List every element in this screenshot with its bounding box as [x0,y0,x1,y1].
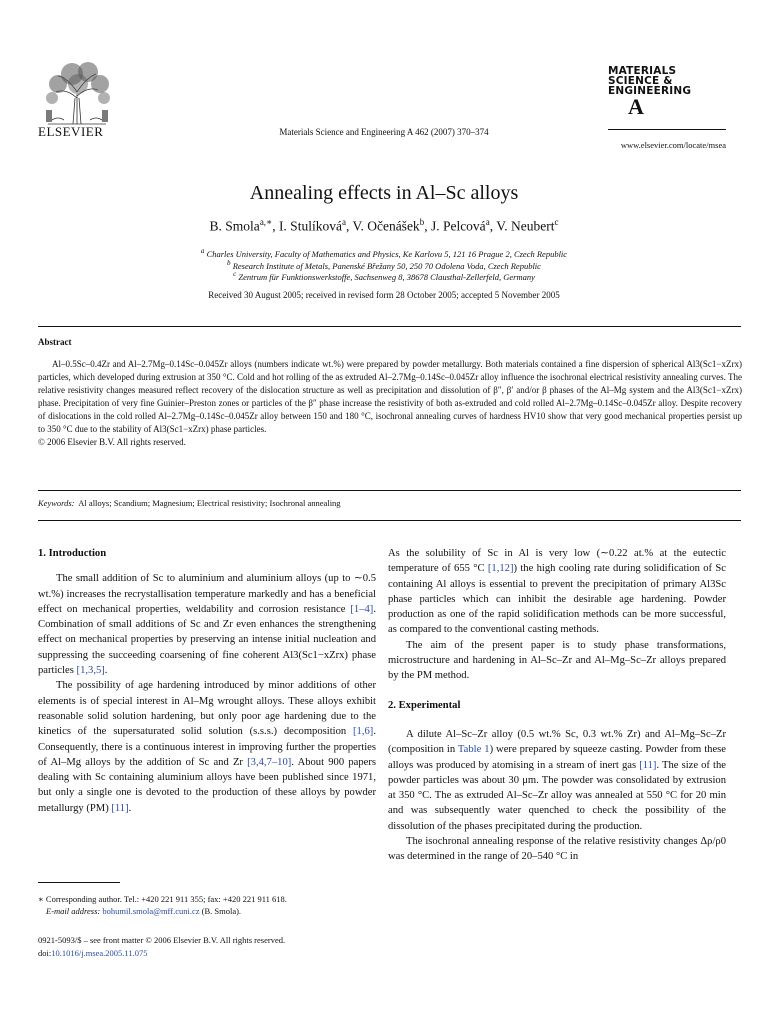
received-dates: Received 30 August 2005; received in revised form 28 October 2005; accepted 5 November 2005 [208,290,560,300]
journal-logo-line: SCIENCE & [608,75,673,87]
author-list [0,217,768,235]
paragraph-text: . Combination of small additions of Sc and Zr even enhances the strengthening effect on mechanical properties by preserving an intense initial nucleation and suppressing the succeeding coarsening of fine coherent Al3(Sc1−xZrx) phase particles [38,603,376,677]
abstract-copyright: © 2006 Elsevier B.V. All rights reserved. [38,437,186,447]
journal-logo-line: ENGINEERING [608,85,692,97]
article-title: Annealing effects in Al–Sc alloys [249,182,519,204]
author-separator: , [272,218,279,234]
front-matter [38,934,285,959]
author-affiliation-mark: a,∗ [259,217,273,227]
keywords-list: Al alloys; Scandium; Magnesium; Electrical resistivity; Isochronal annealing [78,498,341,508]
paragraph-text: . Consequently, there is a continuous interest in improving further the properties of Al–Mg alloys by the addition of Sc and Zr [38,726,376,768]
author-name: V. Neubert [496,218,555,234]
paragraph-text: As the solubility of Sc in Al is very low (∼0.22 at.% at the eutectic temperature of 655 °C [388,548,726,575]
abstract-block [38,358,742,449]
paragraph: The isochronal annealing response of the relative resistivity changes Δρ/ρ0 was determined in the range of 20–540 °C in [388,836,726,863]
affiliation-a [0,247,768,259]
paragraph-text: . [104,665,108,677]
author-separator: , [345,218,353,234]
paragraph-text: . The size of the powder particles was about 30 μm. The powder was consolidated by extrusion at 350 °C. The as extruded Al–Sc–Zr alloy was annealed at 550 °C for 20 min and was subsequently water quenched to check the possibility of the dissolution of the phases precipitated during the production. [388,759,727,832]
author-name: B. Smola [209,218,260,234]
elsevier-tree-logo [38,58,116,126]
author-name: V. Očenášek [352,218,420,234]
section-heading: 2. Experimental [388,699,461,711]
author-email [38,905,368,917]
abstract-top-rule [38,326,741,327]
paragraph-text: ) the high cooling rate during solidification of Sc containing Al alloys is essential to prevent the precipitation of primary Al3Sc phase particles which can inhibit the desirable age hardening. Powder production as one of the rapid solidification methods can be more successful, as compared to the conventional casting methods. [388,563,726,636]
left-column [38,546,376,816]
journal-logo-line: MATERIALS [608,65,677,77]
citation-link[interactable]: [1,6] [353,726,374,738]
journal-reference: Materials Science and Engineering A 462 (2007) 370–374 [279,127,489,137]
citation-link[interactable]: [11] [639,759,657,771]
paragraph [388,546,726,638]
affiliation-mark: b [227,259,231,267]
affiliation-text: Research Institute of Metals, Panenské Břežany 50, 250 70 Odolena Voda, Czech Republic [232,260,541,271]
publisher-name: ELSEVIER [38,124,104,139]
author-affiliation-mark: b [419,217,425,227]
paragraph-text: . About 900 papers dealing with Sc containing aluminium alloys have been published since 1971, but only a single one is devoted to the production of these alloys by powder metallurgy (PM) [38,756,376,814]
affiliation-text: Zentrum für Funktionswerkstoffe, Sachsenweg 8, 38678 Clausthal-Zellerfeld, Germany [238,271,535,282]
author-affiliation-mark: c [554,217,559,227]
author-name: I. Stulíková [278,218,342,234]
journal-logo [608,66,726,118]
affiliation-mark: c [233,270,237,278]
paragraph [38,571,376,678]
footnote-rule [38,882,120,883]
paragraph: The aim of the present paper is to study phase transformations, microstructure and hardening in Al–Sc–Zr and Al–Mg–Sc–Zr alloys prepared by the PM method. [388,639,726,682]
paragraph-text: A dilute Al–Sc–Zr alloy (0.5 wt.% Sc, 0.3 wt.% Zr) and Al–Mg–Sc–Zr (composition in [388,728,726,756]
affiliation-mark: a [200,247,205,255]
citation-link[interactable]: [3,4,7–10] [247,756,292,768]
logo-divider [608,129,726,130]
author-affiliation-mark: a [341,217,346,227]
doi-link[interactable]: 10.1016/j.msea.2005.11.075 [51,947,148,958]
author-name: J. Pelcová [430,218,486,234]
email-link[interactable]: bohumil.smola@mff.cuni.cz [102,906,200,916]
author-affiliation-mark: a [485,217,490,227]
citation-link[interactable]: [11] [111,802,129,814]
paragraph-text: The possibility of age hardening introduced by minor additions of other elements is of special interest in Al–Mg wrought alloys. These alloys exhibit reasonable solid solution hardening, but only poor age hardening due to the kinetics of the supersaturated solid solution (s.s.s.) decomposition [38,680,376,738]
email-label: E-mail address: [46,906,101,916]
abstract-heading: Abstract [38,337,72,347]
corresponding-author: ∗ Corresponding author. Tel.: +420 221 911 355; fax: +420 221 911 618. [38,894,287,904]
abstract-bottom-rule [38,520,741,521]
keywords-rule [38,490,741,491]
paragraph-text: . [128,802,132,814]
abstract-text: Al–0.5Sc–0.4Zr and Al–2.7Mg–0.14Sc–0.045Zr alloys (numbers indicate wt.%) were prepared by powder metallurgy. Both materials contained a fine dispersion of spherical Al3(Sc1−xZrx) particles, which developed during extrusion at 350 °C. Cold and hot rolling of the as extruded Al–2.7Mg–0.14Sc–0.045Zr alloy influence the isochronal electrical resistivity annealing curves. The relative resistivity changes measured reflect recovery of the dislocation structure as well as precipitation and dissolution of β″, β′ and/or β phases of the Al–Mg system and the Al3(Sc1−xZrx) phase. Precipitation of very fine Guinier–Preston zones or particles of the β″ phase increase the resistivity of both as-extruded and cold rolled Al–2.7Mg–0.14Sc–0.045Zr alloy. Despite recovery of dislocations in the cold rolled Al–2.7Mg–0.14Sc–0.045Zr alloy between 150 and 180 °C, isochronal annealing curves of hardness HV10 show that very good mechanical properties persist up to 350 °C due to the stability of Al3(Sc1−xZrx) phase particles. [38,359,742,434]
citation-link[interactable]: [1,3,5] [76,665,105,677]
citation-link[interactable]: [1–4] [350,603,374,615]
paragraph-text: The small addition of Sc to aluminium and aluminium alloys (up to ∼0.5 wt.%) increases the recrystallisation temperature markedly and has a beneficial effect on mechanical properties, weldability and corrosion resistance [38,573,376,615]
affiliation-text: Charles University, Faculty of Mathematics and Physics, Ke Karlovu 5, 121 16 Prague 2, Czech Republic [206,248,568,259]
issn-line: 0921-5093/$ – see front matter © 2006 Elsevier B.V. All rights reserved. [38,935,286,945]
paragraph-text: ) were prepared by squeeze casting. Powder from these alloys was produced by atomising in a stream of inert gas [388,744,726,771]
keywords [38,498,341,508]
author-separator: , [424,218,431,234]
journal-url[interactable]: www.elsevier.com/locate/msea [620,140,726,150]
table-link[interactable]: Table 1 [457,744,490,756]
footnote [38,893,368,917]
email-tail: (B. Smola). [199,906,242,916]
affiliation-c [0,270,768,282]
doi-line [38,947,285,960]
paragraph [38,678,376,816]
doi-label: doi: [38,947,52,958]
citation-link[interactable]: [1,12] [487,563,514,575]
section-heading: 1. Introduction [38,548,107,559]
author-separator: , [489,218,497,234]
journal-logo-letter: A [628,94,645,119]
right-column [388,546,726,865]
paragraph [388,727,726,834]
keywords-label: Keywords: [38,498,75,508]
